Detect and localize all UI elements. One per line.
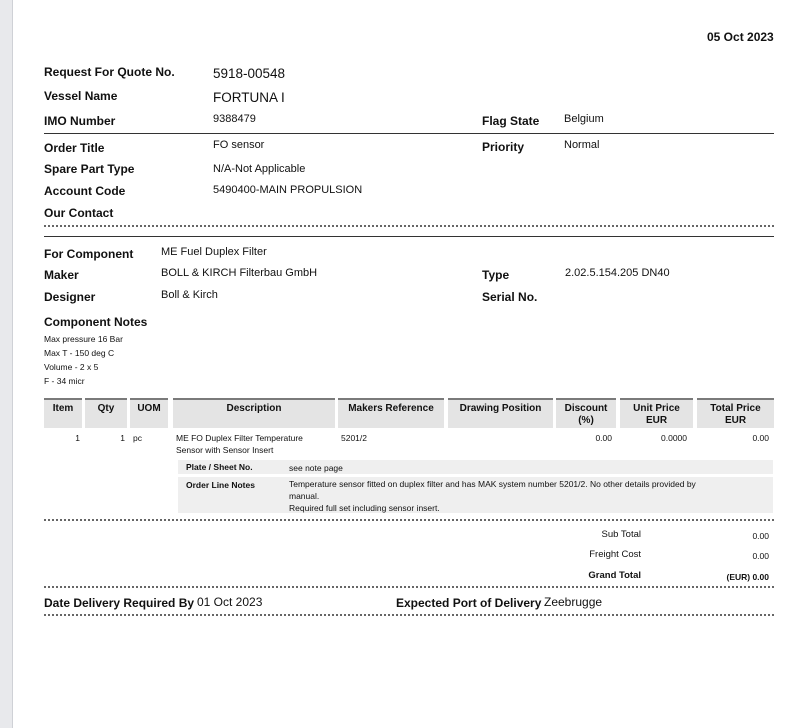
- col-header-unit-price-currency: EUR: [645, 415, 668, 426]
- order-line-notes-line1: Temperature sensor fitted on duplex filter and has MAK system number 5201/2. No other details provided by: [289, 479, 696, 489]
- our-contact-label: Our Contact: [44, 206, 114, 220]
- plate-value-cell: [286, 460, 773, 474]
- row-qty: 1: [120, 433, 125, 443]
- spare-part-value: N/A-Not Applicable: [213, 163, 306, 175]
- col-header-item: Item: [44, 398, 82, 428]
- imo-value: 9388479: [213, 113, 256, 125]
- dotted-divider: [44, 225, 774, 227]
- divider: [44, 236, 774, 237]
- row-total: 0.00: [752, 433, 769, 443]
- type-value: 2.02.5.154.205 DN40: [565, 267, 670, 279]
- row-uom: pc: [133, 433, 142, 443]
- plate-sheet-label: Plate / Sheet No.: [186, 462, 253, 472]
- rfq-label: Request For Quote No.: [44, 65, 175, 79]
- component-note-line: Volume - 2 x 5: [44, 362, 99, 372]
- component-note-line: Max pressure 16 Bar: [44, 334, 123, 344]
- order-line-notes-line3: Required full set including sensor insert.: [289, 503, 440, 513]
- freight-cost-label: Freight Cost: [589, 549, 641, 560]
- plate-sheet-value: see note page: [289, 463, 343, 473]
- component-notes-label: Component Notes: [44, 315, 148, 329]
- delivery-date-label: Date Delivery Required By: [44, 596, 195, 610]
- row-item: 1: [75, 433, 80, 443]
- col-header-total-price-currency: EUR: [724, 415, 747, 426]
- account-code-value: 5490400-MAIN PROPULSION: [213, 184, 363, 196]
- account-code-label: Account Code: [44, 184, 126, 198]
- vessel-value: FORTUNA I: [213, 90, 285, 105]
- serial-label: Serial No.: [482, 290, 538, 304]
- type-label: Type: [482, 268, 510, 282]
- for-component-label: For Component: [44, 247, 134, 261]
- col-header-discount-unit: (%): [578, 415, 594, 426]
- row-makers-reference: 5201/2: [341, 433, 367, 443]
- delivery-date-value: 01 Oct 2023: [197, 595, 263, 609]
- col-header-unit-price-label: Unit Price: [633, 403, 680, 414]
- delivery-port-value: Zeebrugge: [544, 595, 603, 609]
- subtotal-label: Sub Total: [601, 529, 641, 540]
- document-page: [12, 0, 790, 728]
- row-unit-price: 0.0000: [661, 433, 687, 443]
- col-header-total-price-label: Total Price: [710, 403, 761, 414]
- designer-value: Boll & Kirch: [161, 289, 218, 301]
- dotted-divider: [44, 519, 774, 521]
- imo-label: IMO Number: [44, 114, 116, 128]
- col-header-total-price: [697, 398, 774, 428]
- dotted-divider: [44, 614, 774, 616]
- priority-value: Normal: [564, 139, 600, 151]
- component-note-line: F - 34 micr: [44, 376, 85, 386]
- designer-label: Designer: [44, 290, 96, 304]
- document-date: 05 Oct 2023: [707, 30, 774, 44]
- freight-cost-value: 0.00: [752, 551, 769, 561]
- col-header-qty: Qty: [85, 398, 127, 428]
- divider: [44, 133, 774, 134]
- order-title-label: Order Title: [44, 141, 105, 155]
- row-discount: 0.00: [595, 433, 612, 443]
- order-title-value: FO sensor: [213, 139, 265, 151]
- row-description-line2: Sensor with Sensor Insert: [176, 445, 274, 455]
- for-component-value: ME Fuel Duplex Filter: [161, 246, 267, 258]
- col-header-makers-reference: Makers Reference: [338, 398, 444, 428]
- component-note-line: Max T - 150 deg C: [44, 348, 115, 358]
- subtotal-value: 0.00: [752, 531, 769, 541]
- col-header-uom: UOM: [130, 398, 168, 428]
- maker-value: BOLL & KIRCH Filterbau GmbH: [161, 267, 318, 279]
- vessel-label: Vessel Name: [44, 89, 118, 103]
- grand-total-label: Grand Total: [588, 570, 641, 581]
- col-header-unit-price: [620, 398, 693, 428]
- grand-total-value: (EUR) 0.00: [726, 572, 769, 582]
- col-header-discount: [556, 398, 616, 428]
- dotted-divider: [44, 586, 774, 588]
- col-header-discount-label: Discount: [564, 403, 608, 414]
- order-line-notes-line2: manual.: [289, 491, 320, 501]
- flag-value: Belgium: [564, 113, 604, 125]
- priority-label: Priority: [482, 140, 525, 154]
- col-header-description: Description: [173, 398, 335, 428]
- rfq-value: 5918-00548: [213, 66, 286, 81]
- col-header-drawing-position: Drawing Position: [448, 398, 553, 428]
- delivery-port-label: Expected Port of Delivery: [396, 596, 542, 610]
- flag-label: Flag State: [482, 114, 540, 128]
- order-line-notes-label: Order Line Notes: [186, 480, 255, 490]
- row-description-line1: ME FO Duplex Filter Temperature: [176, 433, 303, 443]
- maker-label: Maker: [44, 268, 79, 282]
- spare-part-label: Spare Part Type: [44, 162, 135, 176]
